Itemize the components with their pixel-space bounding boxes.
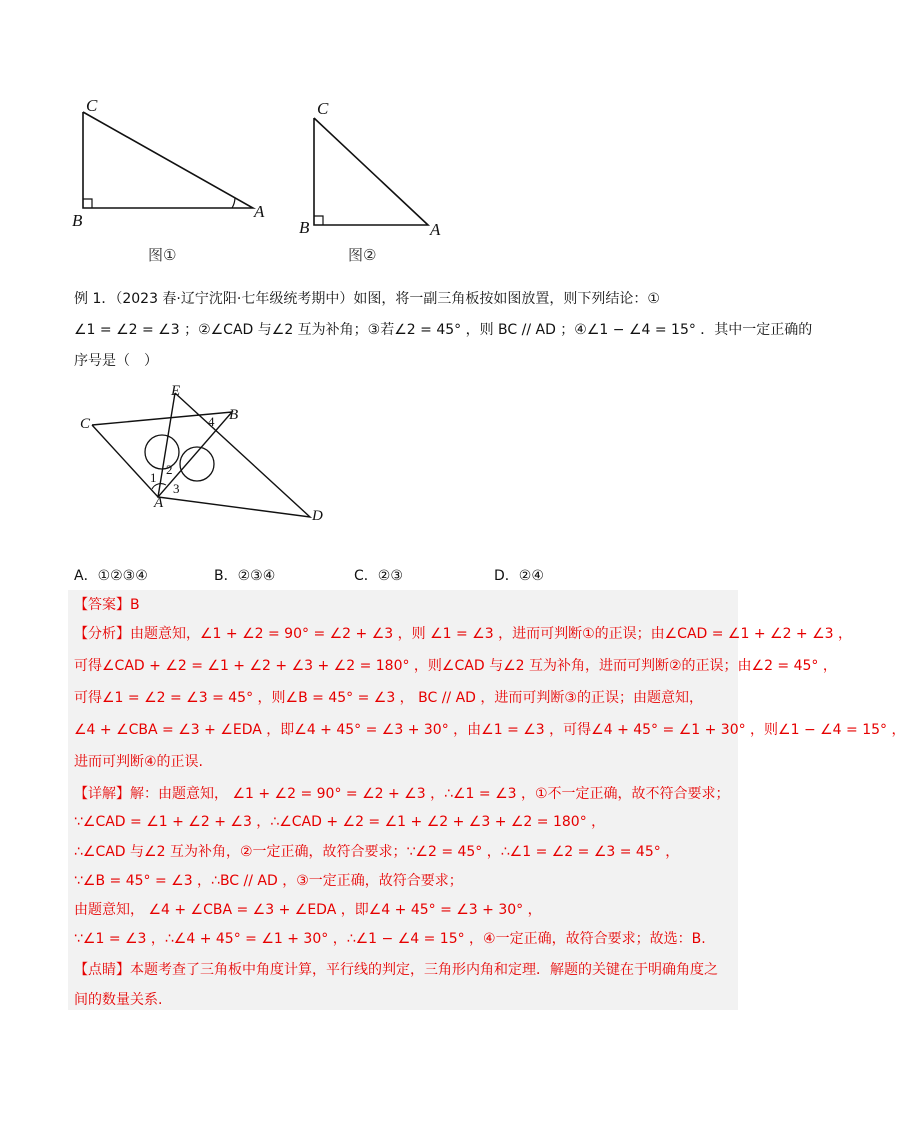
- fig2-right-angle-mark: [314, 216, 323, 225]
- fig2-caption: 图②: [348, 246, 377, 264]
- fig2-label-c: C: [317, 99, 329, 118]
- fig3-angle-1: 1: [150, 470, 157, 485]
- fig1-label-b: B: [72, 211, 83, 230]
- detail-line-1: 【详解】解：由题意知， ∠1 + ∠2 = 90° = ∠2 + ∠3 ，∴∠1 = ∠3 ，①不一定正确，故不符合要求；: [74, 786, 730, 802]
- fig3-circle-left: [145, 435, 179, 469]
- detail-line-2: ∵∠CAD = ∠1 + ∠2 + ∠3 ，∴∠CAD + ∠2 = ∠1 + ∠2 + ∠3 + ∠2 = 180° ，: [74, 814, 606, 830]
- fig3-label-b: B: [229, 407, 239, 423]
- comment-line-1: 【点睛】本题考查了三角板中角度计算，平行线的判定，三角形内角和定理．解题的关键在于明确角度之: [74, 962, 718, 978]
- figure-3-two-set-squares: [80, 385, 320, 525]
- fig2-label-b: B: [299, 218, 310, 237]
- detail-line-4: ∵∠B = 45° = ∠3 ，∴BC // AD ，③一定正确，故符合要求；: [74, 873, 463, 889]
- fig2-label-a: A: [430, 220, 441, 239]
- figure-1-triangle: [70, 95, 270, 225]
- answer-line: 【答案】B: [74, 597, 140, 613]
- question-line-1: 例 1．（2023 春·辽宁沈阳·七年级统考期中）如图，将一副三角板按如图放置，则下列结论：①: [74, 291, 660, 307]
- option-b[interactable]: B．②③④: [214, 568, 276, 584]
- fig1-label-a: A: [254, 202, 265, 221]
- figure-2-triangle: [305, 110, 445, 230]
- fig1-triangle-outline: [83, 112, 253, 208]
- answer-options: [74, 565, 734, 585]
- fig2-triangle-outline: [314, 118, 428, 225]
- option-d[interactable]: D．②④: [494, 568, 544, 584]
- detail-line-6: ∵∠1 = ∠3 ，∴∠4 + 45° = ∠1 + 30° ，∴∠1 − ∠4 = 15° ，④一定正确，故符合要求；故选：B.: [74, 931, 706, 947]
- fig1-caption: 图①: [148, 246, 177, 264]
- fig1-label-c: C: [86, 96, 98, 115]
- option-c[interactable]: C．②③: [354, 568, 403, 584]
- fig3-label-d: D: [312, 508, 323, 524]
- fig1-angle-arc: [232, 198, 235, 208]
- fig3-label-e: E: [171, 383, 181, 399]
- analysis-line-2: 可得∠CAD + ∠2 = ∠1 + ∠2 + ∠3 + ∠2 = 180° ，则∠CAD 与∠2 互为补角，进而可判断②的正误；由∠2 = 45° ，: [74, 658, 837, 674]
- fig3-angle-4: 4: [208, 414, 215, 429]
- detail-line-3: ∴∠CAD 与∠2 互为补角，②一定正确，故符合要求；∵∠2 = 45° ，∴∠1 = ∠2 = ∠3 = 45° ，: [74, 844, 680, 860]
- analysis-line-5: 进而可判断④的正误.: [74, 754, 204, 770]
- fig3-label-c: C: [80, 416, 91, 432]
- fig1-right-angle-mark: [83, 199, 92, 208]
- fig3-label-a: A: [154, 495, 164, 511]
- option-a[interactable]: A．①②③④: [74, 568, 148, 584]
- fig3-angle-3: 3: [173, 481, 180, 496]
- analysis-line-4: ∠4 + ∠CBA = ∠3 + ∠EDA ，即∠4 + 45° = ∠3 + 30° ，由∠1 = ∠3 ，可得∠4 + 45° = ∠1 + 30° ，则∠1 − ∠4 = 15° ，: [74, 722, 906, 738]
- comment-line-2: 间的数量关系.: [74, 992, 163, 1008]
- analysis-line-3: 可得∠1 = ∠2 = ∠3 = 45° ，则∠B = 45° = ∠3 ， BC // AD ，进而可判断③的正误；由题意知，: [74, 690, 703, 706]
- question-line-3: 序号是（ ）: [74, 353, 158, 369]
- detail-line-5: 由题意知， ∠4 + ∠CBA = ∠3 + ∠EDA ，即∠4 + 45° = ∠3 + 30° ，: [74, 902, 542, 918]
- fig3-angle-2: 2: [166, 462, 173, 477]
- analysis-line-1: 【分析】由题意知，∠1 + ∠2 = 90° = ∠2 + ∠3 ，则 ∠1 = ∠3 ，进而可判断①的正误；由∠CAD = ∠1 + ∠2 + ∠3 ，: [74, 626, 853, 642]
- question-line-2: ∠1 = ∠2 = ∠3 ；②∠CAD 与∠2 互为补角；③若∠2 = 45° ，则 BC // AD ；④∠1 − ∠4 = 15° ．其中一定正确的: [74, 322, 813, 338]
